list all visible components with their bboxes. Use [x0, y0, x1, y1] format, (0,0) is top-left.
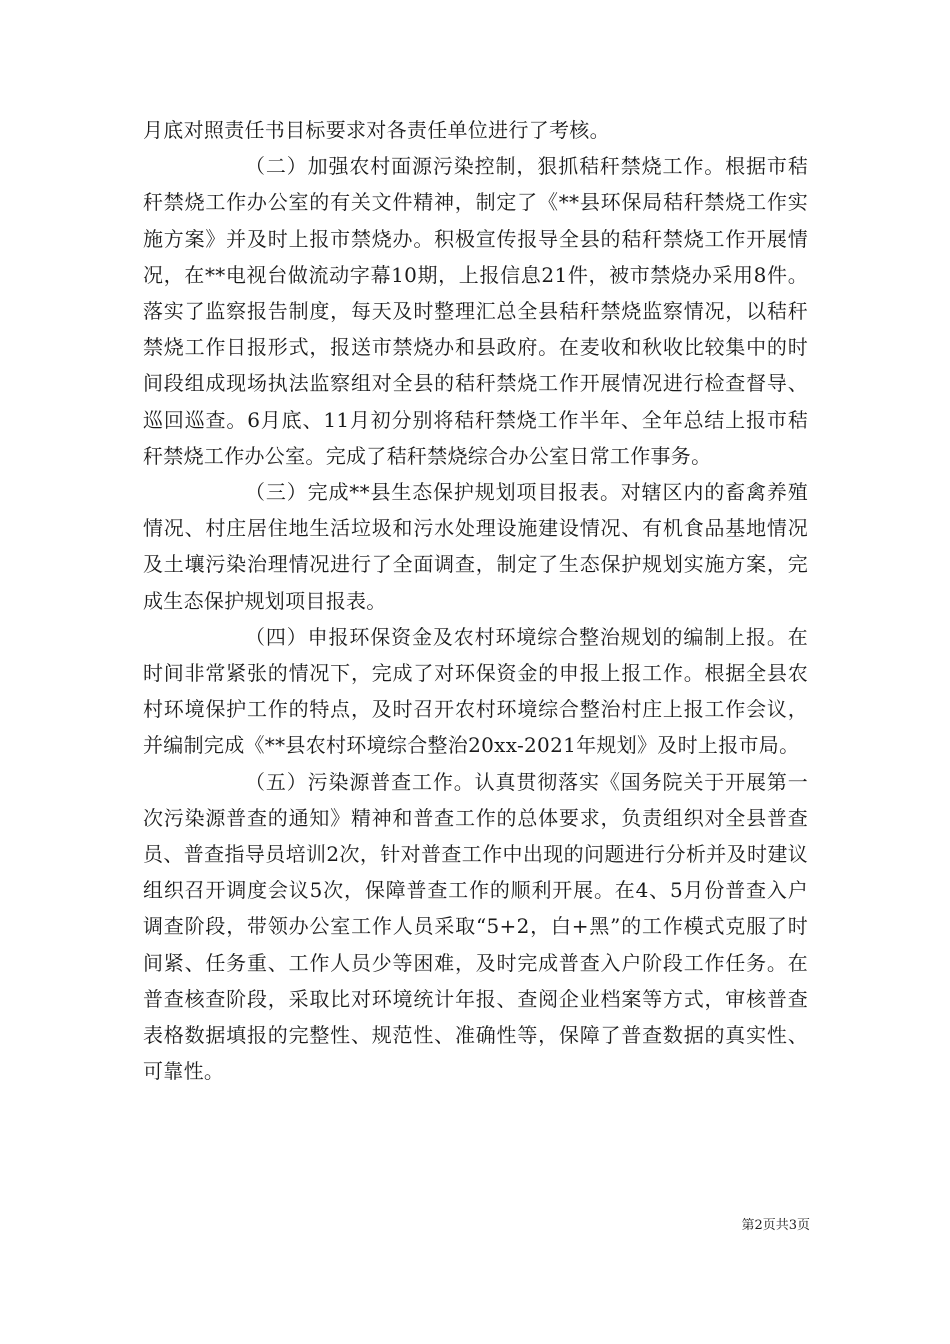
paragraph-continuation: 月底对照责任书目标要求对各责任单位进行了考核。: [143, 118, 610, 142]
paragraph-eco-protection: （三）完成**县生态保护规划项目报表。对辖区内的畜禽养殖情况、村庄居住地生活垃圾和污水处理设施建设情况、有机食品基地情况及土壤污染治理情况进行了全面调查，制定了生态保护规划实施方案，完成生态保护规划项目报表。: [143, 480, 808, 613]
document-body: [143, 112, 808, 1089]
paragraph-env-funds: （四）申报环保资金及农村环境综合整治规划的编制上报。在时间非常紧张的情况下，完成了对环保资金的申报上报工作。根据全县农村环境保护工作的特点，及时召开农村环境综合整治村庄上报工作会议，并编制完成《**县农村环境综合整治20xx-2021年规划》及时上报市局。: [143, 624, 808, 758]
paragraph-pollution-census: （五）污染源普查工作。认真贯彻落实《国务院关于开展第一次污染源普查的通知》精神和普查工作的总体要求，负责组织对全县普查员、普查指导员培训2次，针对普查工作中出现的问题进行分析并及时建议组织召开调度会议5次，保障普查工作的顺利开展。在4、5月份普查入户调查阶段，带领办公室工作人员采取“5+2，白+黑”的工作模式克服了时间紧、任务重、工作人员少等困难，及时完成普查入户阶段工作任务。在普查核查阶段，采取比对环境统计年报、查阅企业档案等方式，审核普查表格数据填报的完整性、规范性、准确性等，保障了普查数据的真实性、可靠性。: [143, 769, 808, 1084]
page-number-footer: 第2页共3页: [741, 1218, 810, 1233]
paragraph-straw-burning: （二）加强农村面源污染控制，狠抓秸秆禁烧工作。根据市秸秆禁烧工作办公室的有关文件精神，制定了《**县环保局秸秆禁烧工作实施方案》并及时上报市禁烧办。积极宣传报导全县的秸秆禁烧工作开展情况，在**电视台做流动字幕10期，上报信息21件，被市禁烧办采用8件。落实了监察报告制度，每天及时整理汇总全县秸秆禁烧监察情况，以秸秆禁烧工作日报形式，报送市禁烧办和县政府。在麦收和秋收比较集中的时间段组成现场执法监察组对全县的秸秆禁烧工作开展情况进行检查督导、巡回巡查。6月底、11月初分别将秸秆禁烧工作半年、全年总结上报市秸秆禁烧工作办公室。完成了秸秆禁烧综合办公室日常工作事务。: [143, 154, 808, 468]
